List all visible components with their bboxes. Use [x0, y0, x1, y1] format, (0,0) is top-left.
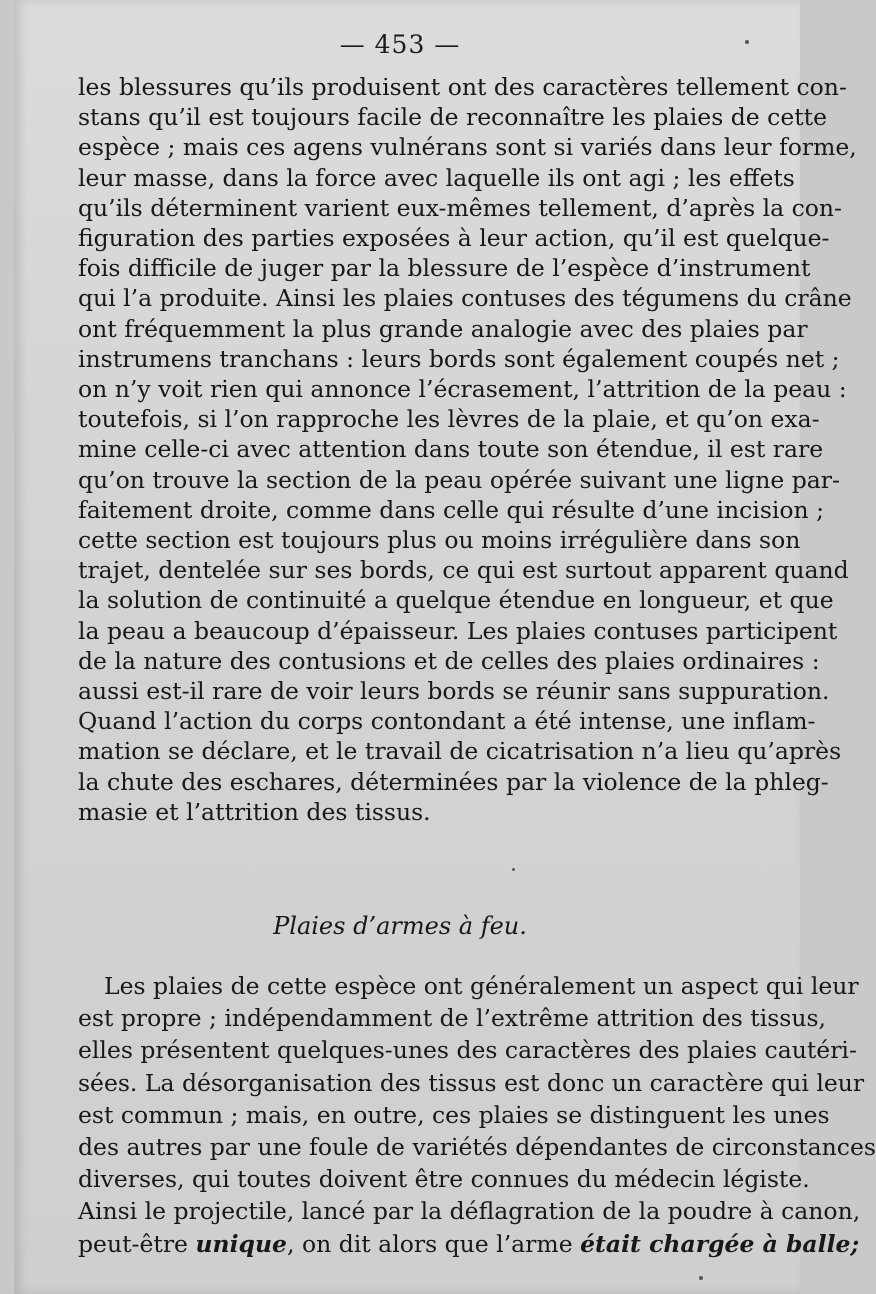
text-line: Les plaies de cette espèce ont généralement un aspect qui leur	[104, 972, 859, 1000]
italic-text: unique	[195, 1229, 288, 1258]
text-line: instrumens tranchans : leurs bords sont également coupés net ;	[78, 344, 840, 373]
text-line: qu’on trouve la section de la peau opérée suivant une ligne par-	[78, 465, 840, 494]
text-line: la solution de continuité a quelque étendue en longueur, et que	[78, 586, 834, 615]
text-line: faitement droite, comme dans celle qui résulte d’une incision ;	[78, 495, 825, 524]
paper-speck	[512, 868, 515, 871]
text-fragment: peut-être	[78, 1229, 196, 1258]
paper-speck	[699, 1276, 703, 1280]
text-line: leur masse, dans la force avec laquelle ils ont agi ; les effets	[78, 163, 795, 192]
text-fragment: , on dit alors que l’arme	[287, 1229, 581, 1258]
text-line: trajet, dentelée sur ses bords, ce qui est surtout apparent quand	[78, 556, 849, 585]
text-line: les blessures qu’ils produisent ont des caractères tellement con-	[78, 73, 847, 101]
paragraph-1	[78, 72, 857, 827]
text-line: elles présentent quelques-unes des caractères des plaies cautéri-	[78, 1036, 857, 1065]
text-line: est propre ; indépendamment de l’extrême attrition des tissus,	[78, 1004, 827, 1033]
text-line: qui l’a produite. Ainsi les plaies contuses des tégumens du crâne	[78, 284, 852, 313]
text-line: la chute des eschares, déterminées par la violence de la phleg-	[78, 767, 829, 796]
text-line-last	[78, 1228, 860, 1260]
text-line: figuration des parties exposées à leur action, qu’il est quelque-	[78, 224, 830, 253]
text-line: Quand l’action du corps contondant a été intense, une inflam-	[78, 707, 816, 736]
text-line: est commun ; mais, en outre, ces plaies se distinguent les unes	[78, 1100, 830, 1129]
text-line: mine celle-ci avec attention dans toute son étendue, il est rare	[78, 435, 824, 464]
text-line: des autres par une foule de variétés dépendantes de circonstances	[78, 1133, 876, 1162]
text-line: la peau a beaucoup d’épaisseur. Les plaies contuses participent	[78, 616, 838, 645]
paragraph-2	[78, 970, 876, 1260]
text-line: diverses, qui toutes doivent être connues du médecin légiste.	[78, 1165, 810, 1194]
text-line: masie et l’attrition des tissus.	[78, 797, 431, 826]
paper-speck	[745, 40, 749, 44]
text-line: stans qu’il est toujours facile de reconnaître les plaies de cette	[78, 103, 828, 132]
text-line: Ainsi le projectile, lancé par la déflagration de la poudre à canon,	[78, 1197, 861, 1226]
text-line: toutefois, si l’on rapproche les lèvres de la plaie, et qu’on exa-	[78, 405, 820, 434]
page-number: — 453 —	[339, 30, 461, 59]
text-line: mation se déclare, et le travail de cicatrisation n’a lieu qu’après	[78, 737, 842, 766]
text-line: espèce ; mais ces agens vulnérans sont si variés dans leur forme,	[78, 133, 857, 162]
text-line: cette section est toujours plus ou moins irrégulière dans son	[78, 526, 801, 555]
text-line: qu’ils déterminent varient eux-mêmes tellement, d’après la con-	[78, 193, 842, 222]
text-line: ont fréquemment la plus grande analogie avec des plaies par	[78, 314, 808, 343]
text-line: fois difficile de juger par la blessure de l’espèce d’instrument	[78, 254, 811, 283]
text-line: on n’y voit rien qui annonce l’écrasement, l’attrition de la peau :	[78, 375, 847, 404]
section-heading: Plaies d’armes à feu.	[273, 912, 527, 940]
text-line: aussi est-il rare de voir leurs bords se réunir sans suppuration.	[78, 677, 830, 706]
text-line: sées. La désorganisation des tissus est donc un caractère qui leur	[78, 1068, 865, 1097]
text-line: de la nature des contusions et de celles des plaies ordinaires :	[78, 646, 820, 675]
italic-text: était chargée à balle;	[580, 1229, 860, 1258]
